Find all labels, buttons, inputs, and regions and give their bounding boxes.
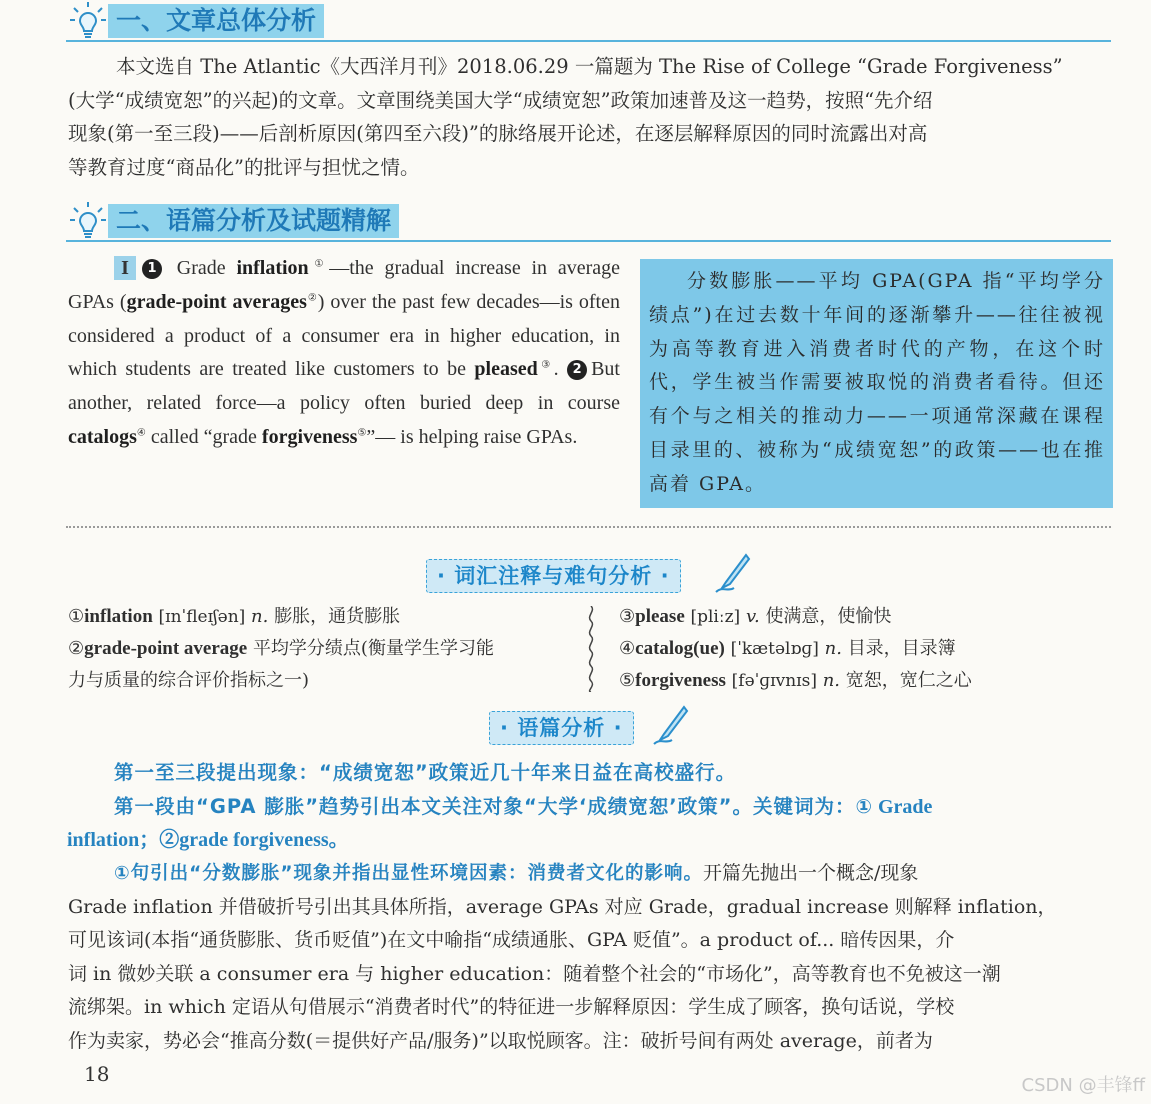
text-line: 可见该词(本指“通货膨胀、货币贬值”)在文中喻指“成绩通胀、GPA 贬值”。a product of... 暗传因果，介 [68,929,955,951]
vocab-word-forgiveness: forgiveness [261,425,358,448]
text-line: 流绑架。in which 定语从句借展示“消费者时代”的特征进一步解释原因：学生成了顾客，换句话说，学校 [68,996,955,1018]
sentence-number-1: 1 [142,259,162,279]
dotted-divider [66,526,1111,528]
discourse-section-title: · 语篇分析 · [489,711,634,745]
passage-text: But another, related force—a policy often buried deep in course [68,358,620,415]
text-line: 词 in 微妙关联 a consumer era 与 higher education：随着整个社会的“市场化”，高等教育也不免被这一潮 [68,962,1001,985]
vocab-word-pleased: pleased [474,358,538,381]
section-title: 二、语篇分析及试题精解 [108,204,399,238]
footnote-marker: ③ [537,359,554,371]
vocab-list-right [619,601,1089,697]
text-line: (大学“成绩宽恕”的兴起)的文章。文章围绕美国大学“成绩宽恕”政策加速普及这一趋势，按照“先介绍 [68,88,933,112]
brush-pen-icon [650,704,690,748]
section-rule [66,240,1111,242]
section-title: 一、文章总体分析 [108,4,324,38]
section-header-overall-analysis [66,0,1111,44]
wavy-column-separator [586,606,596,692]
sentence-number-2: 2 [567,360,587,380]
lightbulb-icon [68,200,108,242]
translation-text: 分数膨胀——平均 GPA(GPA 指“平均学分绩点”)在过去数十年间的逐渐攀升——往往被视为高等教育进入消费者时代的产物，在这个时代，学生被当作需要被取悦的消费者看待。但还有个与之相关的推动力——一项通常深藏在课程目录里的、被称为“成绩宽恕”的政策——也在推高着 GPA。 [649,270,1105,495]
footnote-marker: ④ [136,427,146,439]
text-line: 现象(第一至三段)——后剖析原因(第四至六段)”的脉络展开论述，在逐层解释原因的同时流露出对高 [68,122,928,145]
summary-line-1: 第一至三段提出现象：“成绩宽恕”政策近几十年来日益在高校盛行。 [114,761,737,784]
vocab-item: ③please [pliːz] v. 使满意，使愉快 [619,606,892,627]
vocab-word-catalogs: catalogs [68,425,137,448]
summary-line-2: 第一段由“GPA 膨胀”趋势引出本文关注对象“大学‘成绩宽恕’政策”。关键词为：① Grade [114,795,933,818]
footnote-marker: ② [306,292,318,304]
vocab-item-continuation: 力与质量的综合评价指标之一) [68,670,310,691]
page-number: 18 [84,1062,110,1086]
text-line: 等教育过度“商品化”的批评与担忧之情。 [68,155,420,179]
vocab-word-grade-point-averages: grade-point averages [126,290,307,313]
brush-pen-icon [712,552,752,596]
footnote-marker: ① [308,258,330,270]
vocab-section-title: · 词汇注释与难句分析 · [426,559,681,593]
summary-line-3: inflation；②grade forgiveness。 [67,829,349,851]
vocab-item: ②grade-point average 平均学分绩点(衡量学生学习能 [68,638,494,659]
overall-analysis-paragraph [68,50,1114,184]
text-line: 作为卖家，势必会“推高分数(＝提供好产品/服务)”以取悦顾客。注：破折号间有两处 average，前者为 [68,1029,933,1052]
section-header-discourse-analysis [66,200,1111,244]
analysis-paragraph [68,857,1114,1058]
text-line: 本文选自 The Atlantic《大西洋月刊》2018.06.29 一篇题为 The Rise of College “Grade Forgiveness” [116,55,1063,78]
passage-text: —the gradual increase in average GPAs ( [68,257,621,313]
passage-text: ) over the past few decades—is often considered a product of a consumer era in higher education, in which students are treated like customers to be [68,290,620,381]
vocab-item: ④catalog(ue) [ˈkætəlɒɡ] n. 目录，目录簿 [619,638,956,659]
vocab-list-left [68,601,568,697]
section-rule [66,40,1111,42]
paragraph-marker: I [114,256,136,280]
passage-text: . [553,358,568,381]
chinese-translation-box [640,259,1113,508]
passage-text: ”— is helping raise GPAs. [366,425,578,448]
watermark: CSDN @丰锋ff [1021,1075,1145,1096]
vocab-word-inflation: inflation [236,257,309,279]
vocab-item: ①inflation [ɪnˈfleɪʃən] n. 膨胀，通货膨胀 [68,606,401,627]
passage-text: called “grade [145,425,262,448]
text-line: Grade inflation 并借破折号引出其具体所指，average GPAs 对应 Grade，gradual increase 则解释 inflation， [68,895,1057,918]
english-passage [68,252,620,455]
text-line: ①句引出“分数膨胀”现象并指出显性环境因素：消费者文化的影响。开篇先抛出一个概念/现象 [114,862,919,884]
lightbulb-icon [68,0,108,42]
passage-text: Grade [166,257,237,279]
vocab-item: ⑤forgiveness [fəˈɡɪvnɪs] n. 宽恕，宽仁之心 [619,670,972,691]
footnote-marker: ⑤ [357,427,367,439]
